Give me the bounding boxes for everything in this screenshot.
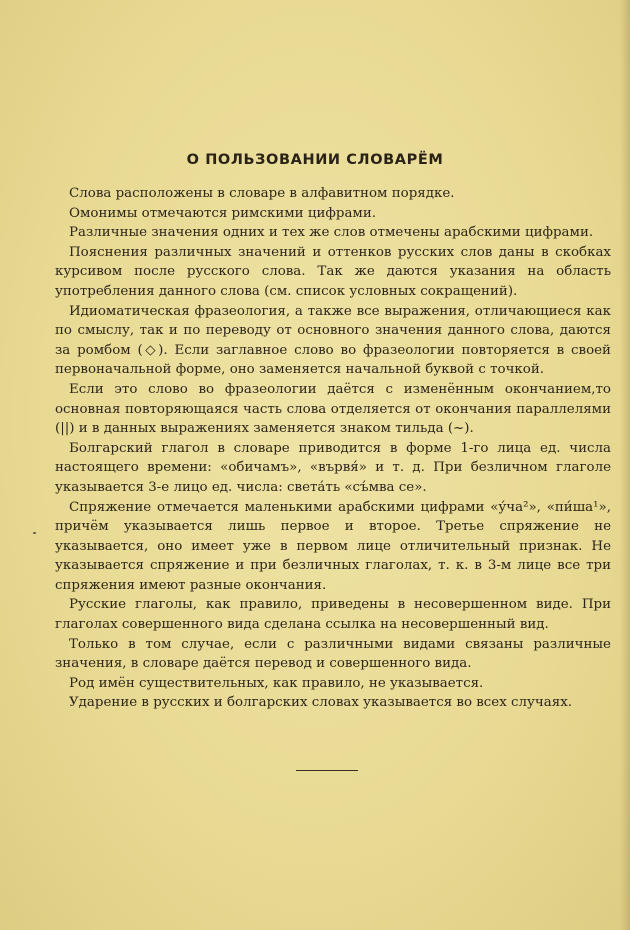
paragraph-perfective-translation: Только в том случае, если с различными видами связаны различные значения, в словаре даётся перевод и совершенного вида. bbox=[55, 636, 611, 672]
paragraph-noun-gender: Род имён существительных, как правило, не указывается. bbox=[69, 675, 484, 691]
page-edge-shadow bbox=[620, 0, 630, 930]
page-title: О ПОЛЬЗОВАНИИ СЛОВАРЁМ bbox=[186, 152, 444, 168]
paragraph-conjugation: Спряжение отмечается маленькими арабскими цифрами «у́ча²», «пи́ша¹», причём указывается лишь первое и второе. Третье спряжение не указывается, оно имеет уже в первом лице отличительный признак. Не указывается спряжение и при безличных глаголах, т. к. в 3-м лице все три спряжения имеют разные окончания. bbox=[55, 499, 611, 593]
paragraph-alphabetical-order: Слова расположены в словаре в алфавитном порядке. bbox=[69, 186, 455, 201]
paragraph-homonyms: Омонимы отмечаются римскими цифрами. bbox=[69, 205, 377, 221]
paragraph-bulgarian-verb: Болгарский глагол в словаре приводится в форме 1-го лица ед. числа настоящего времени: «обичамъ», «вървя́» и т. д. При безличном глаголе указывается 3-е лицо ед. числа: света́ть «съ́мва се». bbox=[55, 440, 611, 495]
paragraph-changed-ending: Если это слово во фразеологии даётся с изменённым окончанием,то основная повторяющаяся часть слова отделяется от окончания параллелями (||) и в данных выражениях заменяется знаком тильда (~). bbox=[55, 381, 611, 437]
paragraph-stress: Ударение в русских и болгарских словах указывается во всех случаях. bbox=[69, 695, 573, 711]
paragraph-meanings: Различные значения одних и тех же слов отмечены арабскими цифрами. bbox=[69, 225, 594, 241]
paragraph-explanations: Пояснения различных значений и оттенков русских слов даны в скобках курсивом после русского слова. Так же даются указания на область употребления данного слова (см. список условных сокращений). bbox=[55, 244, 611, 299]
paragraph-phraseology: Идиоматическая фразеология, а также все выражения, отличающиеся как по смыслу, так и по переводу от основного значения данного слова, даются за ромбом (◇). Если заглавное слово во фразеологии повторяется в своей первоначальной форме, оно заменяется начальной буквой с точкой. bbox=[55, 303, 611, 378]
instructions-body bbox=[55, 184, 611, 713]
section-divider bbox=[296, 770, 358, 771]
print-speck bbox=[33, 532, 36, 534]
paragraph-russian-verbs: Русские глаголы, как правило, приведены в несовершенном виде. При глаголах совершенного вида сделана ссылка на несовершенный вид. bbox=[55, 597, 611, 633]
